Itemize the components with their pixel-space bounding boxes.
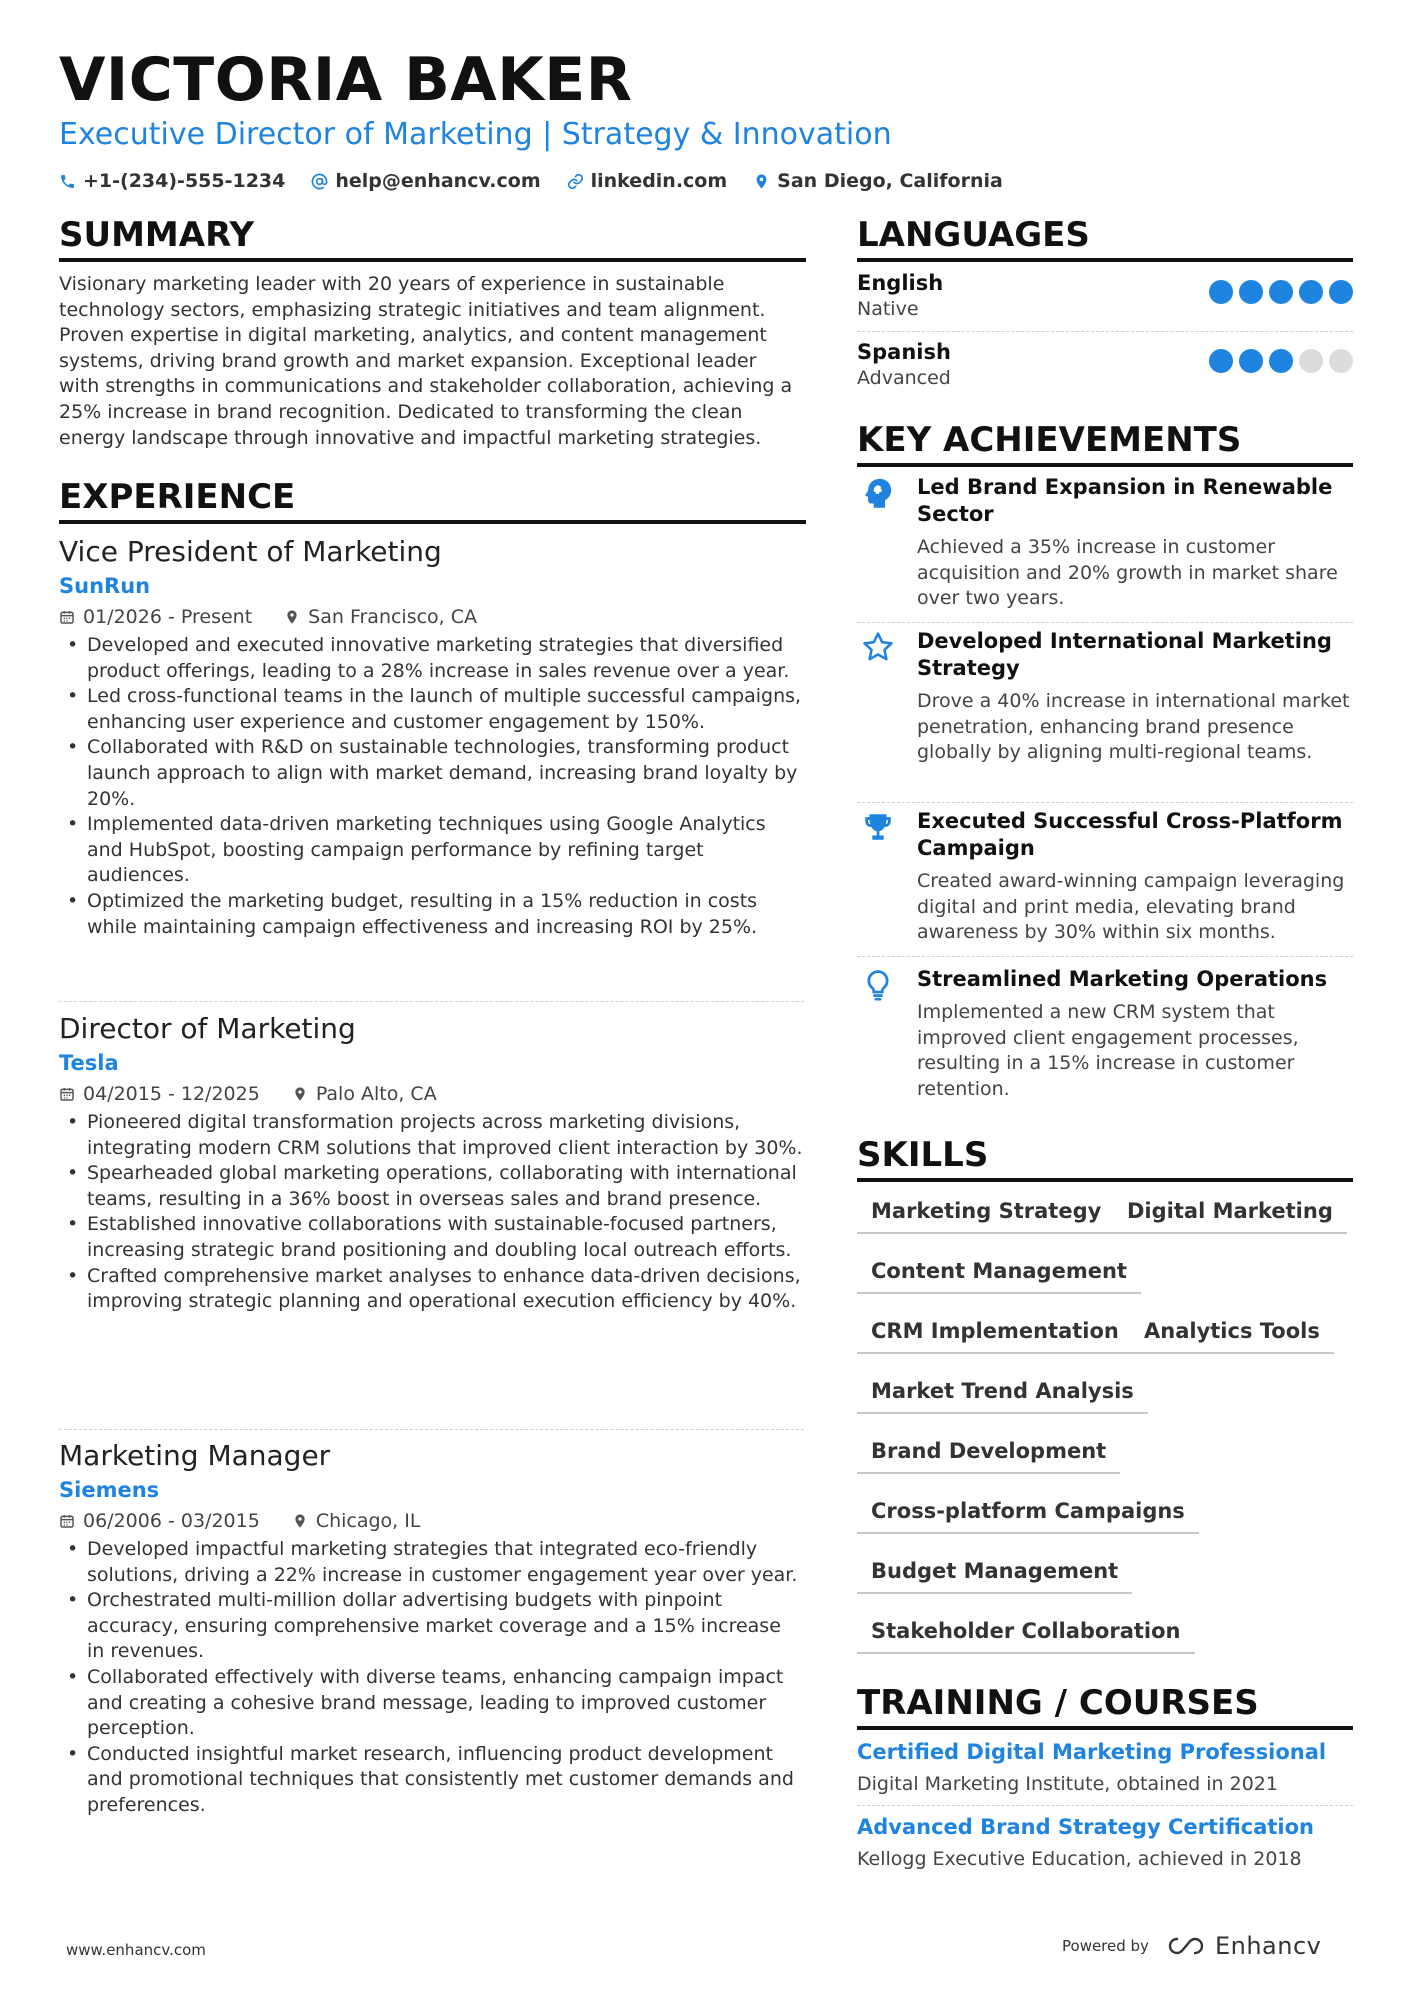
course-divider — [857, 1805, 1353, 1806]
achievement-item — [857, 966, 1357, 1102]
candidate-headline: Executive Director of Marketing | Strategy & Innovation — [59, 117, 892, 152]
job-entry — [59, 1010, 804, 1315]
job-bullet: • Implemented data-driven marketing techniques using Google Analytics and HubSpot, boosting campaign performance by refining target audiences. — [59, 812, 804, 889]
achievement-title: Streamlined Marketing Operations — [917, 967, 1328, 991]
location-icon — [292, 1086, 308, 1102]
job-dates: 01/2026 - Present — [59, 602, 252, 632]
skill-tag: Content Management — [857, 1256, 1141, 1294]
contact-phone[interactable] — [59, 167, 285, 195]
at-icon — [311, 173, 328, 190]
language-item — [857, 337, 1353, 399]
job-bullet: • Collaborated effectively with diverse teams, enhancing campaign impact and creating a cohesive brand message, leading to improved customer perception. — [59, 1665, 804, 1742]
job-divider — [59, 1429, 804, 1430]
course-title: Certified Digital Marketing Professional — [857, 1740, 1327, 1764]
job-bullet: • Collaborated with R&D on sustainable technologies, transforming product launch approach to align with market demand, increasing brand loyalty by 20%. — [59, 735, 804, 812]
experience-title: EXPERIENCE — [59, 476, 806, 524]
job-meta — [59, 602, 804, 632]
rating-dot — [1299, 280, 1323, 304]
skill-tag: Analytics Tools — [1130, 1316, 1334, 1354]
brand-name: Enhancv — [1214, 1932, 1322, 1960]
contact-location — [753, 167, 1003, 195]
job-bullet: • Pioneered digital transformation projects across marketing divisions, integrating modern CRM solutions that improved client interaction by 30%. — [59, 1110, 804, 1161]
achievement-divider — [857, 802, 1353, 803]
job-bullet: • Crafted comprehensive market analyses to enhance data-driven decisions, improving strategic planning and operational execution efficiency by 40%. — [59, 1264, 804, 1315]
contact-location-text: San Diego, California — [777, 170, 1003, 192]
job-company: Siemens — [59, 1478, 160, 1502]
language-divider — [857, 331, 1353, 332]
achievement-item — [857, 474, 1357, 612]
contact-phone-text: +1-(234)-555-1234 — [83, 170, 286, 192]
rating-dot — [1299, 349, 1323, 373]
location-icon — [284, 609, 300, 625]
achievements-title: KEY ACHIEVEMENTS — [857, 419, 1353, 467]
job-bullets — [59, 1537, 804, 1819]
job-title: Director of Marketing — [59, 1012, 356, 1045]
head-profile-icon — [861, 476, 895, 510]
language-name: English — [857, 271, 944, 295]
rating-dot — [1329, 349, 1353, 373]
skill-tag: Budget Management — [857, 1556, 1132, 1594]
language-level: Advanced — [857, 367, 951, 389]
languages-title: LANGUAGES — [857, 214, 1353, 262]
job-divider — [59, 1001, 804, 1002]
course-subtitle: Kellogg Executive Education, achieved in 2018 — [857, 1848, 1302, 1870]
achievement-desc: Drove a 40% increase in international market penetration, enhancing brand presence globally by aligning multi-regional teams. — [917, 690, 1350, 764]
job-entry — [59, 1437, 804, 1819]
footer-branding — [1062, 1932, 1321, 1960]
skill-tag: Brand Development — [857, 1436, 1120, 1474]
job-bullet: • Established innovative collaborations with sustainable-focused partners, increasing strategic brand positioning and doubling local outreach efforts. — [59, 1212, 804, 1263]
rating-dot — [1239, 349, 1263, 373]
achievement-title: Executed Successful Cross-Platform Campaign — [917, 809, 1343, 860]
course-subtitle: Digital Marketing Institute, obtained in 2021 — [857, 1773, 1278, 1795]
rating-dot — [1329, 280, 1353, 304]
skill-tag: Stakeholder Collaboration — [857, 1616, 1195, 1654]
trophy-icon — [861, 810, 895, 844]
job-bullet: • Developed impactful marketing strategies that integrated eco-friendly solutions, driving a 22% increase in customer engagement year over year. — [59, 1537, 804, 1588]
job-title: Marketing Manager — [59, 1439, 331, 1472]
language-name: Spanish — [857, 340, 951, 364]
course-title: Advanced Brand Strategy Certification — [857, 1815, 1315, 1839]
enhancv-logo-icon — [1163, 1934, 1209, 1958]
skill-tag: Marketing Strategy — [857, 1196, 1115, 1234]
job-bullet: • Spearheaded global marketing operations, collaborating with international teams, resulting in a 36% boost in overseas sales and brand presence. — [59, 1161, 804, 1212]
calendar-icon — [59, 609, 75, 625]
language-rating — [1209, 349, 1353, 373]
job-meta — [59, 1079, 804, 1109]
brand-logo[interactable] — [1163, 1932, 1321, 1960]
language-rating — [1209, 280, 1353, 304]
contact-linkedin[interactable] — [567, 167, 728, 195]
language-item — [857, 268, 1353, 330]
skills-title: SKILLS — [857, 1134, 1353, 1182]
job-bullet: • Led cross-functional teams in the launch of multiple successful campaigns, enhancing user experience and customer engagement by 150%. — [59, 684, 804, 735]
contact-bar — [59, 167, 1003, 195]
achievement-title: Led Brand Expansion in Renewable Sector — [917, 475, 1333, 526]
skill-tag: CRM Implementation — [857, 1316, 1133, 1354]
lightbulb-icon — [861, 968, 895, 1002]
achievement-desc: Implemented a new CRM system that improved client engagement processes, resulting in a 15% increase in customer retention. — [917, 1001, 1299, 1100]
achievement-item — [857, 628, 1357, 766]
footer-website[interactable]: www.enhancv.com — [66, 1941, 206, 1959]
achievement-desc: Created award-winning campaign leveraging digital and print media, elevating brand awareness by 30% within six months. — [917, 870, 1345, 944]
job-bullet: • Optimized the marketing budget, resulting in a 15% reduction in costs while maintaining campaign effectiveness and increasing ROI by 25%. — [59, 889, 804, 940]
achievement-divider — [857, 622, 1353, 623]
rating-dot — [1269, 280, 1293, 304]
contact-linkedin-text: linkedin.com — [590, 170, 728, 192]
achievement-item — [857, 808, 1357, 946]
job-bullet: • Conducted insightful market research, influencing product development and promotional techniques that consistently met customer demands and preferences. — [59, 1742, 804, 1819]
rating-dot — [1209, 280, 1233, 304]
candidate-name: VICTORIA BAKER — [59, 45, 633, 115]
job-bullet: • Orchestrated multi-million dollar advertising budgets with pinpoint accuracy, ensuring comprehensive market coverage and a 15% increase in revenues. — [59, 1588, 804, 1665]
training-title: TRAINING / COURSES — [857, 1682, 1353, 1730]
job-bullets — [59, 633, 804, 940]
job-location: Palo Alto, CA — [292, 1079, 437, 1109]
language-level: Native — [857, 298, 919, 320]
job-meta — [59, 1506, 804, 1536]
job-bullet: • Developed and executed innovative marketing strategies that diversified product offerings, leading to a 28% increase in sales revenue over a year. — [59, 633, 804, 684]
job-location: Chicago, IL — [292, 1506, 421, 1536]
summary-text: Visionary marketing leader with 20 years of experience in sustainable technology sectors, emphasizing strategic initiatives and team alignment. Proven expertise in digital marketing, analytics, and content management systems, driving brand growth and market expansion. Exceptional leader with strengths in communications and stakeholder collaboration, achieving a 25% increase in brand recognition. Dedicated to transforming the clean energy landscape through innovative and impactful marketing strategies. — [59, 273, 793, 449]
job-bullets — [59, 1110, 804, 1315]
location-icon — [292, 1513, 308, 1529]
skill-tag: Digital Marketing — [1113, 1196, 1347, 1234]
phone-icon — [59, 173, 76, 190]
rating-dot — [1239, 280, 1263, 304]
job-location: San Francisco, CA — [284, 602, 477, 632]
job-company: Tesla — [59, 1051, 119, 1075]
job-title: Vice President of Marketing — [59, 535, 442, 568]
skill-tag: Market Trend Analysis — [857, 1376, 1148, 1414]
rating-dot — [1269, 349, 1293, 373]
skill-tag: Cross-platform Campaigns — [857, 1496, 1199, 1534]
calendar-icon — [59, 1086, 75, 1102]
contact-email[interactable] — [311, 167, 540, 195]
job-dates: 04/2015 - 12/2025 — [59, 1079, 260, 1109]
job-entry — [59, 533, 804, 940]
job-company: SunRun — [59, 574, 151, 598]
achievement-divider — [857, 956, 1353, 957]
location-icon — [753, 173, 770, 190]
summary-title: SUMMARY — [59, 214, 806, 262]
star-icon — [861, 630, 895, 664]
powered-by-label: Powered by — [1062, 1937, 1149, 1955]
contact-email-text: help@enhancv.com — [335, 170, 541, 192]
achievement-desc: Achieved a 35% increase in customer acquisition and 20% growth in market share over two years. — [917, 536, 1338, 610]
rating-dot — [1209, 349, 1233, 373]
link-icon — [567, 173, 584, 190]
achievement-title: Developed International Marketing Strategy — [917, 629, 1332, 680]
calendar-icon — [59, 1513, 75, 1529]
job-dates: 06/2006 - 03/2015 — [59, 1506, 260, 1536]
